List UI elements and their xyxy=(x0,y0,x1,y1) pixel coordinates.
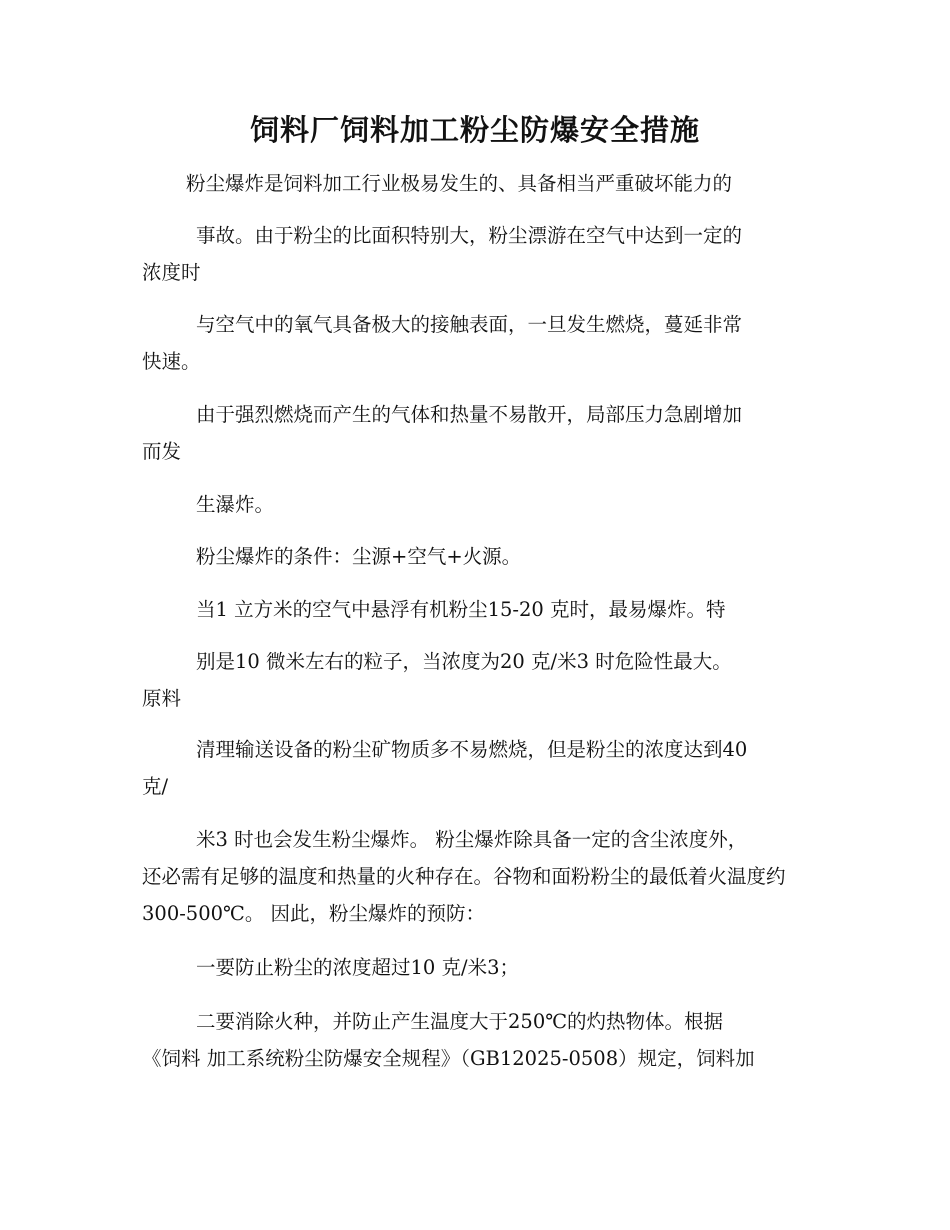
paragraph-2-first-line: 事故。由于粉尘的比面积特别大，粉尘漂游在空气中达到一定的 xyxy=(196,224,743,247)
paragraph-8-first-line: 别是10 微米左右的粒子，当浓度为20 克/米3 时危险性最大。 xyxy=(196,650,732,673)
paragraph-6 xyxy=(142,538,822,575)
paragraph-11-first-line: 一要防止粉尘的浓度超过10 克/米3； xyxy=(196,956,519,979)
paragraph-10-rest: 还必需有足够的温度和热量的火种存在。谷物和面粉粉尘的最低着火温度约300-500℃。 因此，粉尘爆炸的预防： xyxy=(142,865,786,925)
paragraph-2-rest: 浓度时 xyxy=(142,261,201,284)
paragraph-9-first-line: 清理输送设备的粉尘矿物质多不易燃烧，但是粉尘的浓度达到40 xyxy=(196,738,748,761)
paragraph-7-first-line: 当1 立方米的空气中悬浮有机粉尘15-20 克时，最易爆炸。特 xyxy=(196,598,726,621)
paragraph-9-rest: 克/ xyxy=(142,775,169,798)
paragraph-9 xyxy=(142,731,822,805)
paragraph-11 xyxy=(142,949,822,986)
paragraph-1-first-line: 粉尘爆炸是饲料加工行业极易发生的、具备相当严重破坏能力的 xyxy=(186,172,733,195)
paragraph-1 xyxy=(142,165,822,202)
paragraph-10-first-line: 米3 时也会发生粉尘爆炸。 粉尘爆炸除具备一定的含尘浓度外， xyxy=(196,828,748,851)
document-title: 饲料厂饲料加工粉尘防爆安全措施 xyxy=(249,113,700,147)
paragraph-6-first-line: 粉尘爆炸的条件：尘源+空气+火源。 xyxy=(196,545,522,568)
paragraph-4-rest: 而发 xyxy=(142,440,182,463)
paragraph-12-first-line: 二要消除火种，并防止产生温度大于250℃的灼热物体。根据 xyxy=(196,1010,724,1033)
paragraph-8 xyxy=(142,643,822,717)
paragraph-5-first-line: 生瀑炸。 xyxy=(196,493,275,516)
paragraph-7 xyxy=(142,591,822,628)
paragraph-3-first-line: 与空气中的氧气具备极大的接触表面，一旦发生燃烧，蔓延非常 xyxy=(196,313,743,336)
paragraph-3-rest: 快速。 xyxy=(142,350,201,373)
paragraph-4 xyxy=(142,396,822,470)
paragraph-5 xyxy=(142,486,822,523)
paragraph-8-rest: 原料 xyxy=(142,687,182,710)
paragraph-12 xyxy=(142,1003,822,1077)
paragraph-4-first-line: 由于强烈燃烧而产生的气体和热量不易散开，局部压力急剧增加 xyxy=(196,403,743,426)
paragraph-2 xyxy=(142,217,822,291)
paragraph-10 xyxy=(142,821,822,932)
paragraph-12-rest: 《饲料 加工系统粉尘防爆安全规程》（GB12025-0508）规定，饲料加 xyxy=(142,1047,755,1070)
paragraph-3 xyxy=(142,306,822,380)
